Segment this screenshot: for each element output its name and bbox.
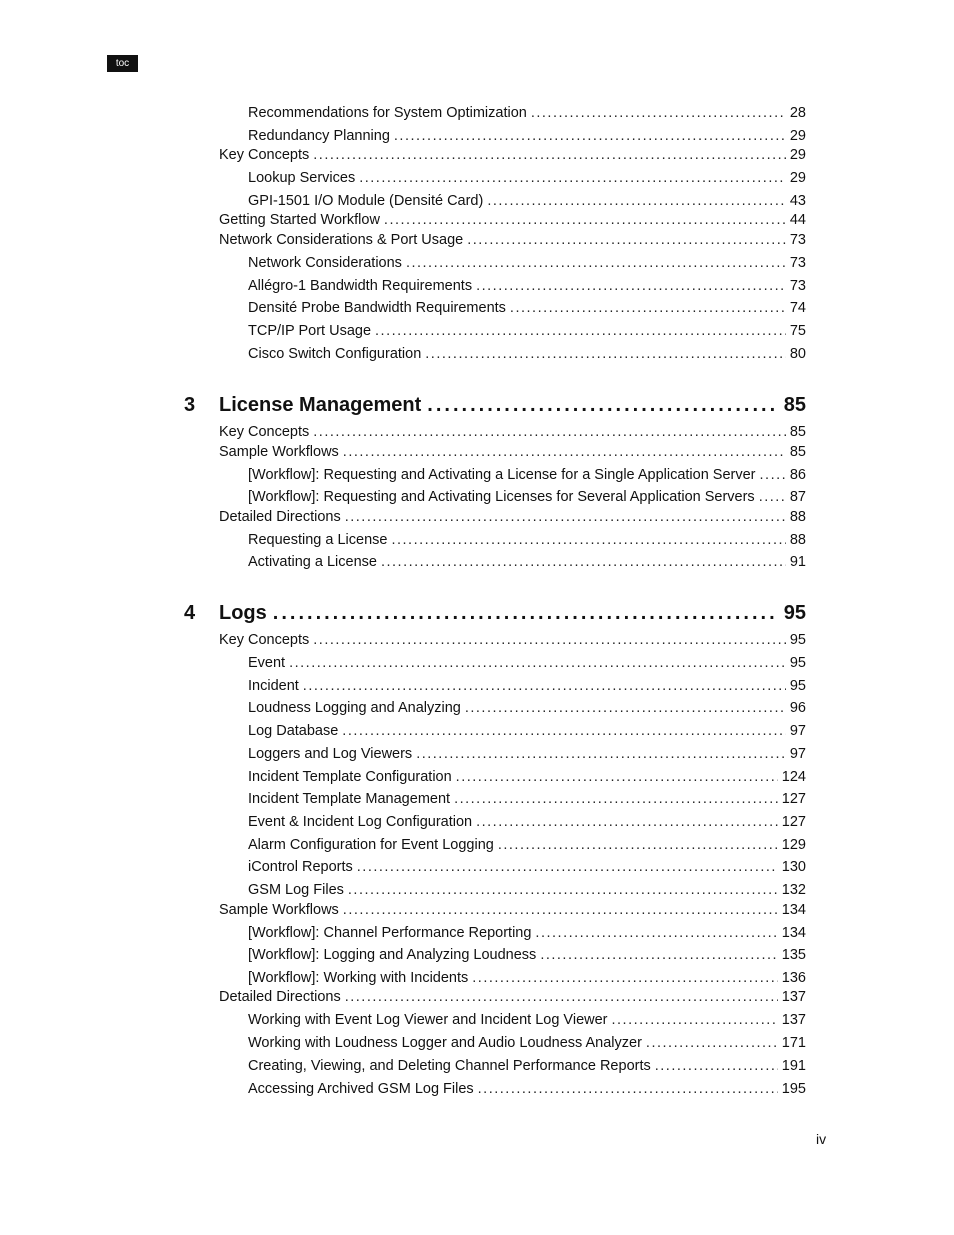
toc-entry[interactable] — [248, 925, 806, 941]
toc-entry-title: Cisco Switch Configuration — [248, 345, 422, 362]
toc-entry-title: Detailed Directions — [219, 989, 341, 1006]
toc-entry[interactable] — [219, 212, 806, 228]
dot-leader — [345, 989, 778, 1005]
toc-entry-title: [Workflow]: Channel Performance Reporting — [248, 924, 532, 941]
dot-leader — [510, 300, 786, 316]
dot-leader — [416, 746, 786, 762]
dot-leader — [498, 837, 778, 853]
toc-entry-page: 132 — [781, 882, 806, 898]
dot-leader — [472, 970, 778, 986]
toc-entry-page: 95 — [789, 632, 806, 648]
toc-entry-page: 28 — [789, 105, 806, 121]
toc-entry-page: 127 — [781, 791, 806, 808]
toc-entry-page: 74 — [789, 300, 806, 317]
toc-entry-page: 85 — [789, 443, 806, 460]
dot-leader — [427, 394, 777, 417]
toc-entry-page: 97 — [789, 723, 806, 740]
chapter-title: Logs — [219, 602, 267, 624]
toc-entry[interactable] — [219, 989, 806, 1005]
dot-leader — [313, 632, 786, 648]
toc-entry-page: 95 — [789, 677, 806, 694]
dot-leader — [759, 489, 786, 505]
toc-entry-title: Activating a License — [248, 554, 377, 571]
toc-entry[interactable] — [248, 170, 806, 186]
toc-entry-title: Densité Probe Bandwidth Requirements — [248, 300, 506, 317]
toc-entry-title: Sample Workflows — [219, 443, 339, 460]
chapter-title: License Management — [219, 394, 422, 416]
toc-entry-page: 29 — [789, 127, 806, 144]
dot-leader — [343, 444, 786, 460]
toc-entry-title: Recommendations for System Optimization — [248, 105, 527, 121]
dot-leader — [476, 814, 778, 830]
dot-leader — [406, 255, 786, 271]
toc-entry-title: Loggers and Log Viewers — [248, 745, 413, 762]
dot-leader — [646, 1035, 778, 1051]
dot-leader — [348, 882, 778, 898]
toc-entry-page: 195 — [781, 1080, 806, 1097]
toc-entry[interactable] — [248, 678, 806, 694]
toc-entry[interactable] — [248, 554, 806, 570]
toc-entry-page: 29 — [789, 170, 806, 187]
toc-entry[interactable] — [248, 859, 806, 875]
dot-leader — [540, 947, 777, 963]
dot-leader — [345, 509, 786, 525]
toc-entry-page: 88 — [789, 508, 806, 525]
toc-entry[interactable] — [248, 700, 806, 716]
dot-leader — [487, 193, 786, 209]
toc-entry[interactable] — [248, 489, 806, 505]
toc-entry-title: [Workflow]: Working with Incidents — [248, 969, 469, 986]
toc-entry[interactable] — [248, 278, 806, 294]
dot-leader — [359, 170, 786, 186]
toc-entry-title: Key Concepts — [219, 632, 310, 648]
toc-entry-title: Working with Loudness Logger and Audio Loudness Analyzer — [248, 1035, 642, 1052]
toc-entry-page: 73 — [789, 277, 806, 294]
toc-entry[interactable] — [248, 837, 806, 853]
toc-entry-title: Getting Started Workflow — [219, 212, 380, 229]
dot-leader — [531, 105, 786, 121]
dot-leader — [303, 678, 786, 694]
toc-entry-page: 136 — [781, 969, 806, 986]
toc-entry-title: Alarm Configuration for Event Logging — [248, 836, 494, 853]
dot-leader — [478, 1081, 778, 1097]
toc-entry-title: Sample Workflows — [219, 901, 339, 918]
toc-entry[interactable] — [219, 902, 806, 918]
toc-entry[interactable] — [219, 509, 806, 525]
toc-entry[interactable] — [248, 1081, 806, 1097]
toc-entry-title: Incident — [248, 677, 299, 694]
toc-entry-title: Event & Incident Log Configuration — [248, 813, 473, 830]
toc-entry[interactable] — [248, 128, 806, 144]
dot-leader — [476, 278, 786, 294]
toc-entry-title: Working with Event Log Viewer and Incident Log Viewer — [248, 1012, 608, 1029]
dot-leader — [655, 1058, 778, 1074]
toc-entry[interactable] — [248, 1035, 806, 1051]
dot-leader — [384, 212, 786, 228]
chapter-number: 4 — [184, 602, 196, 624]
dot-leader — [357, 859, 778, 875]
dot-leader — [456, 769, 778, 785]
toc-entry-page: 127 — [781, 813, 806, 830]
toc-entry[interactable] — [248, 346, 806, 362]
toc-entry-title: Log Database — [248, 723, 339, 740]
toc-entry-page: 73 — [789, 254, 806, 271]
toc-entry-page: 86 — [789, 466, 806, 483]
toc-entry-title: [Workflow]: Requesting and Activating Licenses for Several Application Servers — [248, 489, 755, 506]
toc-entry-title: Network Considerations & Port Usage — [219, 231, 464, 248]
toc-entry-title: iControl Reports — [248, 859, 353, 876]
toc-entry-title: Incident Template Management — [248, 791, 451, 808]
toc-entry[interactable] — [248, 791, 806, 807]
dot-leader — [343, 902, 778, 918]
dot-leader — [535, 925, 777, 941]
toc-entry[interactable] — [248, 769, 806, 785]
dot-leader — [454, 791, 778, 807]
toc-entry-page: 73 — [789, 231, 806, 248]
toc-entry-page: 191 — [781, 1057, 806, 1074]
toc-entry-page: 129 — [781, 836, 806, 853]
toc-entry[interactable] — [248, 105, 806, 121]
toc-entry-title: Requesting a License — [248, 531, 388, 548]
chapter-page: 85 — [783, 394, 806, 416]
dot-leader — [313, 147, 786, 163]
dot-leader — [313, 424, 786, 440]
toc-entry[interactable] — [248, 746, 806, 762]
toc-entry-page: 137 — [781, 989, 806, 1006]
toc-entry-title: TCP/IP Port Usage — [248, 323, 372, 339]
toc-entry[interactable] — [248, 467, 806, 483]
dot-leader — [465, 700, 786, 716]
toc-entry[interactable] — [248, 1012, 806, 1028]
toc-entry-title: [Workflow]: Logging and Analyzing Loudness — [248, 947, 537, 964]
dot-leader — [760, 467, 786, 483]
dot-leader — [612, 1012, 778, 1028]
toc-entry-page: 43 — [789, 192, 806, 209]
toc-entry-page: 85 — [789, 424, 806, 440]
toc-entry[interactable] — [248, 882, 806, 898]
toc-entry[interactable] — [248, 532, 806, 548]
toc-entry-page: 134 — [781, 924, 806, 941]
toc-entry-title: Accessing Archived GSM Log Files — [248, 1080, 474, 1097]
dot-leader — [289, 655, 786, 671]
toc-entry[interactable] — [219, 232, 806, 248]
toc-entry-page: 87 — [789, 489, 806, 506]
chapter-number: 3 — [184, 394, 196, 416]
dot-leader — [394, 128, 786, 144]
toc-entry-page: 91 — [789, 554, 806, 571]
toc-entry-page: 88 — [789, 531, 806, 548]
page-number: iv — [816, 1131, 827, 1147]
toc-badge: toc — [107, 55, 138, 72]
chapter-heading[interactable] — [184, 602, 806, 625]
toc-entry[interactable] — [219, 444, 806, 460]
toc-entry-title: Lookup Services — [248, 170, 356, 187]
toc-entry-title: [Workflow]: Requesting and Activating a License for a Single Application Server — [248, 466, 756, 483]
toc-entry-title: GPI-1501 I/O Module (Densité Card) — [248, 192, 484, 209]
toc-entry-title: Key Concepts — [219, 424, 310, 440]
toc-entry[interactable] — [248, 723, 806, 739]
toc-entry-page: 135 — [781, 947, 806, 964]
dot-leader — [375, 323, 786, 339]
toc-entry[interactable] — [219, 147, 806, 163]
dot-leader — [273, 602, 778, 625]
toc-entry[interactable] — [248, 970, 806, 986]
toc-entry-title: Event — [248, 655, 286, 671]
toc-entry-page: 134 — [781, 901, 806, 918]
dot-leader — [342, 723, 786, 739]
toc-entry-page: 80 — [789, 345, 806, 362]
toc-entry-page: 75 — [789, 323, 806, 339]
toc-entry[interactable] — [248, 947, 806, 963]
toc-entry-page: 137 — [781, 1012, 806, 1029]
toc-entry[interactable] — [219, 632, 806, 648]
toc-entry-page: 130 — [781, 859, 806, 876]
toc-entry[interactable] — [248, 655, 806, 671]
toc-entry[interactable] — [248, 193, 806, 209]
toc-entry[interactable] — [248, 300, 806, 316]
dot-leader — [467, 232, 786, 248]
toc-entry-page: 44 — [789, 212, 806, 229]
toc-entry-page: 29 — [789, 147, 806, 164]
toc-entry-page: 97 — [789, 745, 806, 762]
toc-entry-title: Detailed Directions — [219, 508, 341, 525]
toc-entry[interactable] — [248, 323, 806, 339]
chapter-heading[interactable] — [184, 394, 806, 417]
dot-leader — [381, 554, 786, 570]
toc-entry-title: Creating, Viewing, and Deleting Channel Performance Reports — [248, 1057, 651, 1074]
toc-entry[interactable] — [248, 814, 806, 830]
toc-entry-page: 171 — [781, 1035, 806, 1052]
toc-entry-title: Key Concepts — [219, 147, 310, 164]
toc-entry-page: 124 — [781, 768, 806, 785]
toc-entry-title: GSM Log Files — [248, 882, 344, 898]
toc-entry-title: Incident Template Configuration — [248, 768, 452, 785]
dot-leader — [425, 346, 786, 362]
dot-leader — [391, 532, 785, 548]
toc-entry[interactable] — [248, 1058, 806, 1074]
toc-entry-page: 95 — [789, 655, 806, 671]
toc-entry[interactable] — [219, 424, 806, 440]
toc-entry-title: Loudness Logging and Analyzing — [248, 700, 461, 717]
toc-entry-title: Redundancy Planning — [248, 127, 390, 144]
toc-entry[interactable] — [248, 255, 806, 271]
chapter-page: 95 — [783, 602, 806, 624]
toc-entry-page: 96 — [789, 700, 806, 717]
toc-entry-title: Allégro-1 Bandwidth Requirements — [248, 277, 473, 294]
toc-entry-title: Network Considerations — [248, 254, 402, 271]
